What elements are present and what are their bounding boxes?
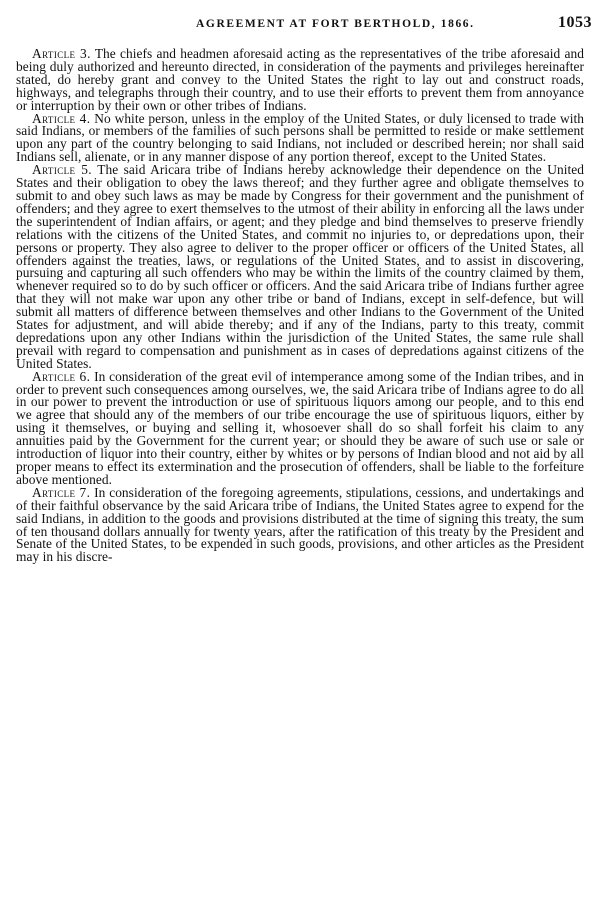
article-label: Article 5. [32, 162, 93, 178]
article-text: In consideration of the great evil of intemperance among some of the Indian tribes, and in order to prevent such consequences among ourselves, we, the said Aricara tribe of Indians agree to do all in our power to prevent the introduction or use of spirituous liquors among our people, and to this end we agree that should any of the members of our tribe encourage the use of spirituous liquors, either by using it themselves, or buying and selling it, whosoever shall do so shall forfeit his claim to any annuities paid by the Government for the current year; or should they be aware of such use or sale or introduction of liquor into their country, either by whites or by persons of Indian blood and not aid by all proper means to effect its extermination and the prosecution of offenders, shall be liable to the forfeiture above mentioned. [16, 368, 584, 487]
article-text: The said Aricara tribe of Indians hereby acknowledge their dependence on the United States and their obligation to obey the laws thereof; and they further agree and obligate themselves to submit to and obey such laws as may be made by Congress for their government and the punishment of offenders; and they agree to exert themselves to the utmost of their ability in enforcing all the laws under the superintendent of Indian affairs, or agent; and they pledge and bind themselves to preserve friendly relations with the citizens of the United States, and commit no injuries to, or depredations upon, their persons or property. They also agree to deliver to the proper officer or officers of the United States, all offenders against the treaties, laws, or regulations of the United States, and to assist in discovering, pursuing and capturing all such offenders who may be within the limits of the country claimed by them, whenever required so to do by such officer or officers. And the said Aricara tribe of Indians further agree that they will not make war upon any other tribe or band of Indians, except in self-defence, but will submit all matters of difference between themselves and other Indians to the Government of the United States for adjustment, and will abide thereby; and if any of the Indians, party to this treaty, commit depredations upon any other Indians within the jurisdiction of the United States, the same rule shall prevail with regard to compensation and punishment as in cases of depredations against citizens of the United States. [16, 162, 584, 371]
article-label: Article 6. [32, 368, 91, 384]
page-number: 1053 [558, 14, 592, 31]
running-title: AGREEMENT AT FORT BERTHOLD, 1866. [196, 18, 475, 30]
treaty-body [16, 48, 584, 564]
article-5 [16, 164, 584, 371]
running-head [0, 14, 600, 38]
article-3 [16, 48, 584, 113]
article-4 [16, 110, 584, 165]
article-text: No white person, unless in the employ of the United States, or duly licensed to trade with said Indians, or members of the families of such persons shall be permitted to reside or make settlement upon any part of the country belonging to said Indians, not included or described herein; nor shall said Indians sell, alienate, or in any manner dispose of any portion thereof, except to the United States. [16, 110, 584, 165]
article-label: Article 4. [32, 110, 91, 126]
article-label: Article 7. [32, 484, 91, 500]
article-text: In consideration of the foregoing agreements, stipulations, cessions, and undertakings and of their faithful observance by the said Aricara tribe of Indians, the United States agree to expend for the said Indians, in addition to the goods and provisions distributed at the time of signing this treaty, the sum of ten thousand dollars annually for twenty years, after the ratification of this treaty by the President and Senate of the United States, to be expended in such goods, provisions, and other articles as the President may in his discre- [16, 484, 584, 565]
article-7 [16, 484, 584, 565]
article-text: The chiefs and headmen aforesaid acting as the representatives of the tribe aforesaid and being duly authorized and hereunto directed, in consideration of the payments and privileges hereinafter stated, do hereby grant and convey to the United States the right to lay out and construct roads, highways, and telegraphs through their country, and to use their efforts to prevent them from annoyance or interruption by their own or other tribes of Indians. [16, 46, 584, 113]
article-label: Article 3. [32, 46, 91, 61]
article-6 [16, 368, 584, 487]
